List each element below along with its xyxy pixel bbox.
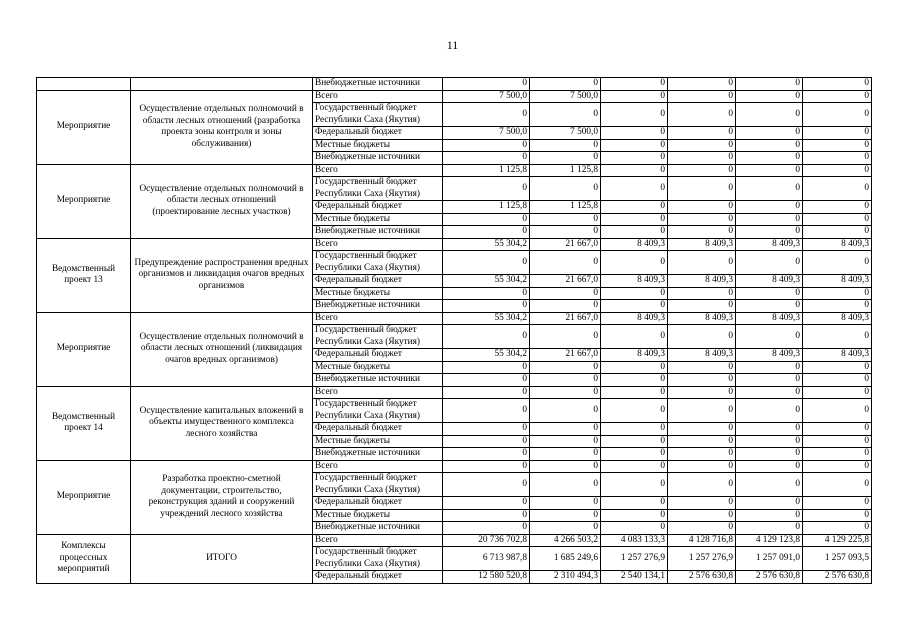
amount-cell: 2 540 134,1 <box>601 571 668 584</box>
row-category: Ведомственный проект 13 <box>37 238 131 312</box>
funding-source: Всего <box>313 164 443 177</box>
row-category: Мероприятие <box>37 460 131 534</box>
amount-cell: 0 <box>668 139 736 152</box>
amount-cell: 0 <box>803 423 872 436</box>
table-row <box>37 460 872 473</box>
amount-cell: 0 <box>443 213 530 226</box>
amount-cell: 0 <box>530 497 601 510</box>
amount-cell: 0 <box>803 164 872 177</box>
funding-source: Внебюджетные источники <box>313 300 443 313</box>
amount-cell: 0 <box>601 386 668 399</box>
amount-cell: 0 <box>668 78 736 91</box>
amount-cell: 0 <box>668 386 736 399</box>
amount-cell: 0 <box>736 164 803 177</box>
amount-cell: 0 <box>736 139 803 152</box>
funding-source: Внебюджетные источники <box>313 78 443 91</box>
amount-cell: 1 257 091,0 <box>736 547 803 571</box>
funding-source: Внебюджетные источники <box>313 374 443 387</box>
amount-cell: 0 <box>601 399 668 423</box>
amount-cell: 0 <box>668 90 736 103</box>
funding-source: Федеральный бюджет <box>313 497 443 510</box>
table-row <box>37 534 872 547</box>
amount-cell: 7 500,0 <box>443 127 530 140</box>
amount-cell: 55 304,2 <box>443 275 530 288</box>
amount-cell: 8 409,3 <box>668 238 736 251</box>
amount-cell: 6 713 987,8 <box>443 547 530 571</box>
amount-cell: 0 <box>601 497 668 510</box>
row-category: Мероприятие <box>37 312 131 386</box>
amount-cell: 0 <box>443 435 530 448</box>
amount-cell: 0 <box>443 139 530 152</box>
amount-cell: 0 <box>530 473 601 497</box>
amount-cell: 0 <box>443 287 530 300</box>
amount-cell: 0 <box>601 213 668 226</box>
amount-cell: 0 <box>736 251 803 275</box>
amount-cell: 0 <box>601 78 668 91</box>
amount-cell: 0 <box>803 386 872 399</box>
amount-cell: 0 <box>601 226 668 239</box>
amount-cell: 0 <box>736 509 803 522</box>
amount-cell: 0 <box>668 460 736 473</box>
amount-cell: 0 <box>736 460 803 473</box>
amount-cell: 0 <box>736 497 803 510</box>
amount-cell: 0 <box>443 448 530 461</box>
amount-cell: 0 <box>601 251 668 275</box>
funding-source: Государственный бюджет Республики Саха (Якутия) <box>313 547 443 571</box>
amount-cell: 0 <box>803 300 872 313</box>
page-number: 11 <box>446 38 459 52</box>
amount-cell: 8 409,3 <box>601 349 668 362</box>
amount-cell: 0 <box>803 251 872 275</box>
amount-cell: 21 667,0 <box>530 275 601 288</box>
amount-cell: 0 <box>530 287 601 300</box>
budget-table-body <box>37 78 872 584</box>
amount-cell: 0 <box>668 509 736 522</box>
table-row <box>37 312 872 325</box>
amount-cell: 0 <box>443 300 530 313</box>
amount-cell: 21 667,0 <box>530 349 601 362</box>
funding-source: Государственный бюджет Республики Саха (Якутия) <box>313 103 443 127</box>
amount-cell: 0 <box>803 127 872 140</box>
amount-cell: 0 <box>668 361 736 374</box>
amount-cell: 0 <box>443 78 530 91</box>
amount-cell: 0 <box>530 226 601 239</box>
amount-cell: 0 <box>443 509 530 522</box>
amount-cell: 8 409,3 <box>668 275 736 288</box>
amount-cell: 0 <box>601 423 668 436</box>
amount-cell: 0 <box>443 460 530 473</box>
amount-cell: 0 <box>736 213 803 226</box>
amount-cell: 0 <box>443 386 530 399</box>
amount-cell: 0 <box>530 78 601 91</box>
amount-cell: 0 <box>803 177 872 201</box>
amount-cell: 0 <box>803 325 872 349</box>
amount-cell: 8 409,3 <box>601 275 668 288</box>
amount-cell: 0 <box>668 448 736 461</box>
amount-cell: 0 <box>443 522 530 535</box>
amount-cell: 0 <box>803 435 872 448</box>
amount-cell: 4 128 716,8 <box>668 534 736 547</box>
amount-cell: 0 <box>736 177 803 201</box>
amount-cell: 0 <box>803 139 872 152</box>
amount-cell: 4 083 133,3 <box>601 534 668 547</box>
amount-cell: 0 <box>601 90 668 103</box>
amount-cell: 0 <box>443 473 530 497</box>
amount-cell: 0 <box>601 522 668 535</box>
row-description: Разработка проектно-сметной документации, строительство, реконструкция зданий и сооружений учреждений лесного хозяйства <box>131 460 313 534</box>
amount-cell: 0 <box>668 325 736 349</box>
amount-cell: 8 409,3 <box>736 238 803 251</box>
amount-cell: 0 <box>530 386 601 399</box>
amount-cell: 0 <box>803 509 872 522</box>
amount-cell: 0 <box>530 152 601 165</box>
amount-cell: 0 <box>803 201 872 214</box>
amount-cell: 0 <box>530 177 601 201</box>
amount-cell: 0 <box>668 103 736 127</box>
amount-cell: 7 500,0 <box>443 90 530 103</box>
amount-cell: 0 <box>803 287 872 300</box>
amount-cell: 0 <box>803 399 872 423</box>
amount-cell: 0 <box>668 164 736 177</box>
amount-cell: 0 <box>736 386 803 399</box>
amount-cell: 1 125,8 <box>443 201 530 214</box>
funding-source: Федеральный бюджет <box>313 127 443 140</box>
amount-cell: 2 576 630,8 <box>803 571 872 584</box>
amount-cell: 0 <box>736 473 803 497</box>
amount-cell: 0 <box>736 103 803 127</box>
funding-source: Внебюджетные источники <box>313 448 443 461</box>
amount-cell: 1 257 093,5 <box>803 547 872 571</box>
table-row <box>37 164 872 177</box>
amount-cell: 0 <box>443 177 530 201</box>
amount-cell: 0 <box>736 374 803 387</box>
amount-cell: 0 <box>668 226 736 239</box>
amount-cell: 0 <box>668 300 736 313</box>
row-description: Предупреждение распространения вредных организмов и ликвидация очагов вредных организмов <box>131 238 313 312</box>
amount-cell: 0 <box>803 374 872 387</box>
amount-cell: 0 <box>668 201 736 214</box>
funding-source: Всего <box>313 534 443 547</box>
amount-cell: 7 500,0 <box>530 90 601 103</box>
amount-cell: 0 <box>530 435 601 448</box>
funding-source: Внебюджетные источники <box>313 226 443 239</box>
amount-cell: 0 <box>601 127 668 140</box>
amount-cell: 0 <box>601 300 668 313</box>
amount-cell: 0 <box>803 103 872 127</box>
row-category: Ведомственный проект 14 <box>37 386 131 460</box>
row-description: Осуществление капитальных вложений в объекты имущественного комплекса лесного хозяйства <box>131 386 313 460</box>
amount-cell: 0 <box>668 497 736 510</box>
funding-source: Местные бюджеты <box>313 361 443 374</box>
amount-cell: 1 257 276,9 <box>668 547 736 571</box>
row-category: Мероприятие <box>37 90 131 164</box>
amount-cell: 0 <box>668 423 736 436</box>
amount-cell: 0 <box>601 325 668 349</box>
amount-cell: 8 409,3 <box>803 312 872 325</box>
amount-cell: 1 125,8 <box>530 201 601 214</box>
amount-cell: 0 <box>803 473 872 497</box>
amount-cell: 0 <box>803 522 872 535</box>
row-category <box>37 78 131 91</box>
amount-cell: 0 <box>803 460 872 473</box>
amount-cell: 0 <box>601 287 668 300</box>
funding-source: Государственный бюджет Республики Саха (Якутия) <box>313 177 443 201</box>
amount-cell: 0 <box>736 78 803 91</box>
amount-cell: 0 <box>668 287 736 300</box>
funding-source: Государственный бюджет Республики Саха (Якутия) <box>313 399 443 423</box>
amount-cell: 0 <box>530 448 601 461</box>
amount-cell: 0 <box>736 435 803 448</box>
amount-cell: 0 <box>668 522 736 535</box>
amount-cell: 8 409,3 <box>668 312 736 325</box>
amount-cell: 0 <box>601 164 668 177</box>
budget-table <box>36 77 872 584</box>
amount-cell: 0 <box>668 177 736 201</box>
amount-cell: 0 <box>443 361 530 374</box>
funding-source: Государственный бюджет Республики Саха (Якутия) <box>313 251 443 275</box>
amount-cell: 21 667,0 <box>530 238 601 251</box>
amount-cell: 0 <box>530 103 601 127</box>
amount-cell: 0 <box>803 497 872 510</box>
amount-cell: 0 <box>601 139 668 152</box>
row-description <box>131 78 313 91</box>
amount-cell: 0 <box>530 374 601 387</box>
amount-cell: 0 <box>530 251 601 275</box>
amount-cell: 0 <box>601 509 668 522</box>
funding-source: Всего <box>313 386 443 399</box>
amount-cell: 0 <box>736 90 803 103</box>
amount-cell: 0 <box>530 423 601 436</box>
amount-cell: 8 409,3 <box>803 275 872 288</box>
amount-cell: 1 125,8 <box>530 164 601 177</box>
funding-source: Федеральный бюджет <box>313 201 443 214</box>
amount-cell: 0 <box>530 325 601 349</box>
funding-source: Федеральный бюджет <box>313 349 443 362</box>
amount-cell: 0 <box>736 152 803 165</box>
amount-cell: 0 <box>803 152 872 165</box>
row-description: Осуществление отдельных полномочий в области лесных отношений (ликвидация очагов вредных организмов) <box>131 312 313 386</box>
amount-cell: 20 736 702,8 <box>443 534 530 547</box>
amount-cell: 55 304,2 <box>443 349 530 362</box>
amount-cell: 0 <box>530 399 601 423</box>
amount-cell: 55 304,2 <box>443 312 530 325</box>
amount-cell: 0 <box>668 473 736 497</box>
amount-cell: 0 <box>601 201 668 214</box>
funding-source: Внебюджетные источники <box>313 522 443 535</box>
amount-cell: 0 <box>601 435 668 448</box>
funding-source: Всего <box>313 312 443 325</box>
amount-cell: 8 409,3 <box>736 275 803 288</box>
amount-cell: 8 409,3 <box>601 312 668 325</box>
table-row <box>37 90 872 103</box>
funding-source: Местные бюджеты <box>313 139 443 152</box>
funding-source: Федеральный бюджет <box>313 571 443 584</box>
funding-source: Местные бюджеты <box>313 213 443 226</box>
row-description: ИТОГО <box>131 534 313 583</box>
amount-cell: 0 <box>736 325 803 349</box>
row-description: Осуществление отдельных полномочий в области лесных отношений (разработка проекта зоны контроля и зоны обслуживания) <box>131 90 313 164</box>
amount-cell: 7 500,0 <box>530 127 601 140</box>
amount-cell: 0 <box>736 201 803 214</box>
amount-cell: 1 125,8 <box>443 164 530 177</box>
amount-cell: 2 576 630,8 <box>668 571 736 584</box>
amount-cell: 0 <box>530 460 601 473</box>
amount-cell: 0 <box>736 127 803 140</box>
amount-cell: 12 580 520,8 <box>443 571 530 584</box>
row-category: Мероприятие <box>37 164 131 238</box>
amount-cell: 8 409,3 <box>668 349 736 362</box>
amount-cell: 4 129 225,8 <box>803 534 872 547</box>
amount-cell: 0 <box>736 300 803 313</box>
amount-cell: 21 667,0 <box>530 312 601 325</box>
table-row <box>37 238 872 251</box>
amount-cell: 8 409,3 <box>736 349 803 362</box>
funding-source: Всего <box>313 460 443 473</box>
amount-cell: 0 <box>668 251 736 275</box>
amount-cell: 8 409,3 <box>803 349 872 362</box>
funding-source: Государственный бюджет Республики Саха (Якутия) <box>313 473 443 497</box>
amount-cell: 0 <box>443 399 530 423</box>
amount-cell: 8 409,3 <box>736 312 803 325</box>
funding-source: Местные бюджеты <box>313 287 443 300</box>
funding-source: Всего <box>313 238 443 251</box>
funding-source: Государственный бюджет Республики Саха (Якутия) <box>313 325 443 349</box>
amount-cell: 0 <box>736 522 803 535</box>
amount-cell: 0 <box>601 448 668 461</box>
amount-cell: 0 <box>530 509 601 522</box>
table-row <box>37 78 872 91</box>
table-row <box>37 386 872 399</box>
amount-cell: 0 <box>601 103 668 127</box>
amount-cell: 0 <box>803 448 872 461</box>
amount-cell: 0 <box>668 152 736 165</box>
amount-cell: 0 <box>601 473 668 497</box>
amount-cell: 0 <box>443 251 530 275</box>
amount-cell: 0 <box>530 522 601 535</box>
amount-cell: 0 <box>736 448 803 461</box>
amount-cell: 0 <box>736 399 803 423</box>
funding-source: Местные бюджеты <box>313 435 443 448</box>
amount-cell: 0 <box>443 152 530 165</box>
amount-cell: 0 <box>443 423 530 436</box>
funding-source: Местные бюджеты <box>313 509 443 522</box>
amount-cell: 0 <box>803 361 872 374</box>
amount-cell: 0 <box>443 325 530 349</box>
amount-cell: 0 <box>601 361 668 374</box>
amount-cell: 0 <box>601 177 668 201</box>
amount-cell: 0 <box>530 300 601 313</box>
amount-cell: 8 409,3 <box>601 238 668 251</box>
amount-cell: 0 <box>530 139 601 152</box>
amount-cell: 0 <box>736 423 803 436</box>
funding-source: Всего <box>313 90 443 103</box>
amount-cell: 2 576 630,8 <box>736 571 803 584</box>
amount-cell: 0 <box>443 103 530 127</box>
funding-source: Федеральный бюджет <box>313 423 443 436</box>
amount-cell: 2 310 494,3 <box>530 571 601 584</box>
amount-cell: 0 <box>601 152 668 165</box>
amount-cell: 1 685 249,6 <box>530 547 601 571</box>
amount-cell: 0 <box>803 213 872 226</box>
amount-cell: 4 266 503,2 <box>530 534 601 547</box>
amount-cell: 0 <box>803 78 872 91</box>
amount-cell: 0 <box>803 226 872 239</box>
amount-cell: 0 <box>668 399 736 423</box>
amount-cell: 8 409,3 <box>803 238 872 251</box>
amount-cell: 0 <box>530 213 601 226</box>
amount-cell: 0 <box>668 374 736 387</box>
amount-cell: 0 <box>736 226 803 239</box>
amount-cell: 0 <box>443 374 530 387</box>
amount-cell: 0 <box>668 213 736 226</box>
amount-cell: 0 <box>736 361 803 374</box>
amount-cell: 0 <box>530 361 601 374</box>
funding-source: Внебюджетные источники <box>313 152 443 165</box>
amount-cell: 0 <box>443 497 530 510</box>
amount-cell: 0 <box>601 374 668 387</box>
amount-cell: 0 <box>736 287 803 300</box>
row-description: Осуществление отдельных полномочий в области лесных отношений (проектирование лесных участков) <box>131 164 313 238</box>
row-category: Комплексы процессных мероприятий <box>37 534 131 583</box>
amount-cell: 0 <box>668 127 736 140</box>
amount-cell: 0 <box>601 460 668 473</box>
funding-source: Федеральный бюджет <box>313 275 443 288</box>
amount-cell: 55 304,2 <box>443 238 530 251</box>
amount-cell: 0 <box>668 435 736 448</box>
amount-cell: 1 257 276,9 <box>601 547 668 571</box>
amount-cell: 4 129 123,8 <box>736 534 803 547</box>
amount-cell: 0 <box>443 226 530 239</box>
amount-cell: 0 <box>803 90 872 103</box>
